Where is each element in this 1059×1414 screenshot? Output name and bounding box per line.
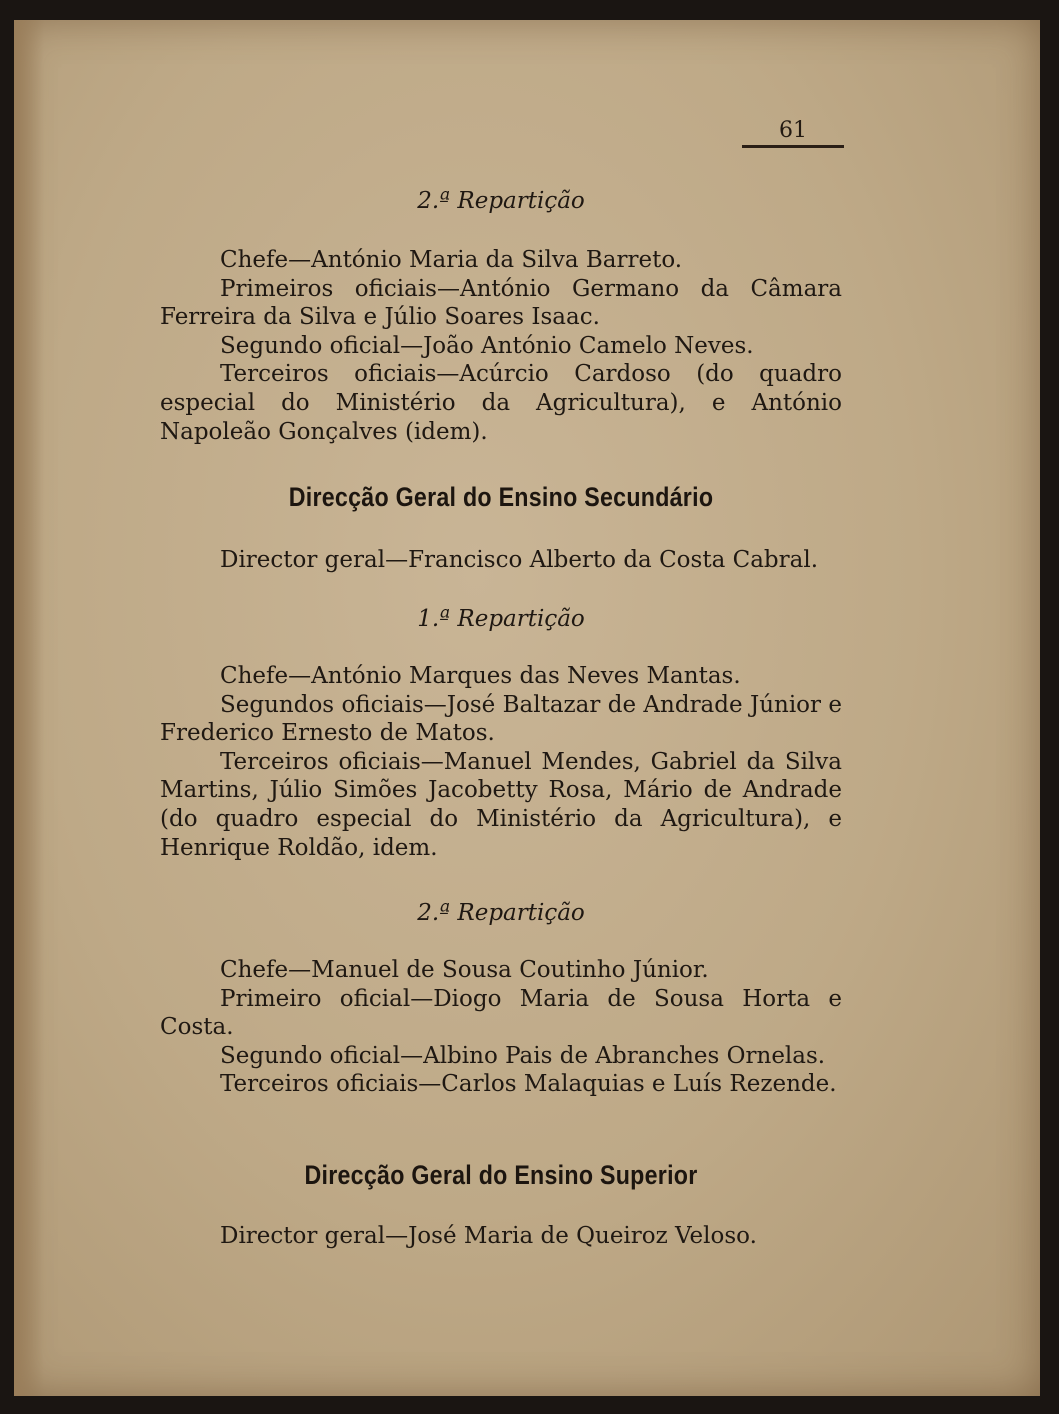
subheading-2a-reparticao: 2.ª Repartição xyxy=(417,188,585,214)
paragraph: Segundos oficiais—José Baltazar de Andrade Júnior e Frederico Ernesto de Matos. xyxy=(160,691,842,747)
paragraph: Primeiros oficiais—António Germano da Câmara Ferreira da Silva e Júlio Soares Isaac. xyxy=(160,275,842,331)
paragraph: Director geral—Francisco Alberto da Costa Cabral. xyxy=(220,547,818,573)
paragraph: Primeiro oficial—Diogo Maria de Sousa Horta e Costa. xyxy=(160,985,842,1041)
heading-ensino-superior: Direcção Geral do Ensino Superior xyxy=(304,1160,698,1190)
secundario-director xyxy=(160,546,842,575)
paragraph: Terceiros oficiais—Acúrcio Cardoso (do quadro especial do Ministério da Agricultura), e António Napoleão Gonçalves (idem). xyxy=(160,361,842,445)
superior-director xyxy=(160,1222,842,1251)
rep2-body xyxy=(160,956,842,1099)
page-binding-shadow xyxy=(14,20,44,1396)
paragraph: Chefe—Manuel de Sousa Coutinho Júnior. xyxy=(220,957,709,983)
rep1-body xyxy=(160,662,842,862)
paragraph: Chefe—António Marques das Neves Mantas. xyxy=(220,663,741,689)
paragraph: Terceiros oficiais—Manuel Mendes, Gabriel da Silva Martins, Júlio Simões Jacobetty Rosa, Mário de Andrade (do quadro especial do Ministério da Agricultura), e Henrique Roldão, idem. xyxy=(160,748,842,861)
section1-body xyxy=(160,246,842,446)
paragraph: Director geral—José Maria de Queiroz Veloso. xyxy=(220,1223,757,1249)
book-page xyxy=(14,20,1040,1396)
paragraph: Terceiros oficiais—Carlos Malaquias e Luís Rezende. xyxy=(220,1071,837,1098)
paragraph: Chefe—António Maria da Silva Barreto. xyxy=(220,247,683,273)
subheading-1a-reparticao: 1.ª Repartição xyxy=(417,606,585,632)
heading-ensino-secundario: Direcção Geral do Ensino Secundário xyxy=(288,482,714,512)
paragraph: Segundo oficial—Albino Pais de Abranches Ornelas. xyxy=(220,1042,826,1069)
subheading-2a-reparticao-second: 2.ª Repartição xyxy=(417,900,585,926)
paragraph: Segundo oficial—João António Camelo Neves. xyxy=(220,332,754,359)
page-number: 61 xyxy=(742,118,844,148)
